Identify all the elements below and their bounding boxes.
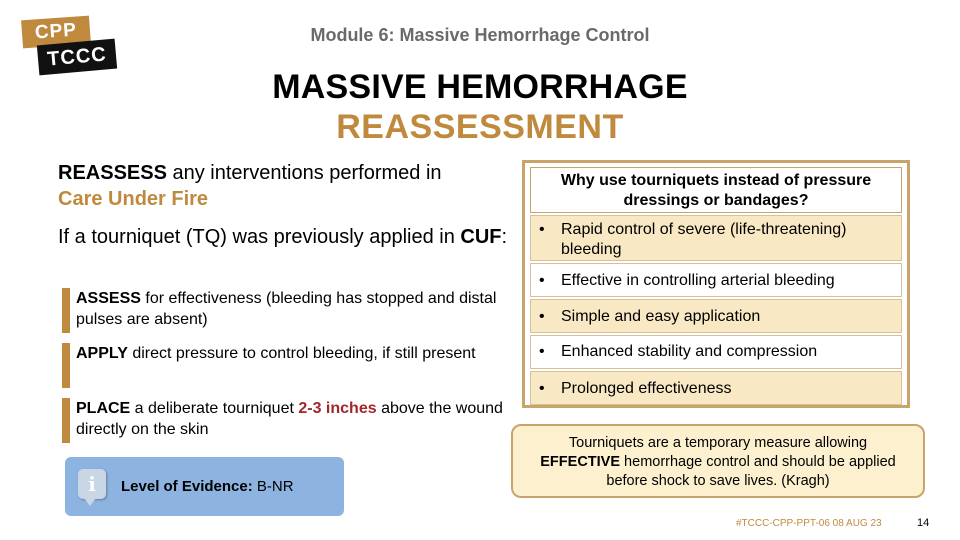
cuf-keyword: CUF <box>460 226 502 248</box>
evidence-label: Level of Evidence: <box>121 478 253 495</box>
callout-line2: hemorrhage control and should be applied <box>620 454 896 470</box>
tourniquet-text: If a tourniquet (TQ) was previously applied in <box>58 226 461 248</box>
evidence-text <box>121 478 294 495</box>
table-row <box>530 215 902 261</box>
care-under-fire-text: Care Under Fire <box>58 188 209 210</box>
slide-subtitle: REASSESSMENT <box>336 108 624 146</box>
table-header: Why use tourniquets instead of pressure dressings or bandages? <box>530 167 902 213</box>
assess-bullet <box>62 288 516 333</box>
evidence-value: B-NR <box>252 478 294 495</box>
bullet-point: • <box>539 343 545 360</box>
callout-effective: EFFECTIVE <box>540 454 621 470</box>
reassess-text: any interventions performed in <box>166 162 442 184</box>
slide-title: MASSIVE HEMORRHAGE <box>272 68 688 106</box>
bullet-point: • <box>539 272 545 289</box>
table-row <box>530 263 902 297</box>
apply-text: direct pressure to control bleeding, if still present <box>127 345 476 362</box>
left-content <box>58 160 508 250</box>
row-text: Prolonged effectiveness <box>561 380 732 397</box>
row-text: Rapid control of severe (life-threatening) bleeding <box>561 221 847 258</box>
table-row <box>530 335 902 369</box>
place-keyword: PLACE <box>76 400 131 417</box>
apply-bullet <box>62 343 516 388</box>
callout-line3: before shock to save lives. (Kragh) <box>606 473 830 489</box>
callout-line1: Tourniquets are a temporary measure allowing <box>568 435 868 451</box>
distance-highlight: 2-3 inches <box>298 400 377 417</box>
table-row <box>530 371 902 405</box>
bullet-point: • <box>539 380 545 397</box>
table-row <box>530 299 902 333</box>
bullet-point: • <box>539 221 545 238</box>
apply-keyword: APPLY <box>76 345 128 362</box>
tourniquet-colon: : <box>501 226 508 248</box>
tourniquet-paragraph <box>58 224 508 250</box>
evidence-box <box>65 457 344 516</box>
row-text: Effective in controlling arterial bleeding <box>561 272 835 289</box>
row-text: Simple and easy application <box>561 308 761 325</box>
place-text: a deliberate tourniquet <box>130 400 299 417</box>
page-number: 14 <box>917 517 930 529</box>
footer-code: #TCCC-CPP-PPT-06 08 AUG 23 <box>736 518 882 529</box>
place-text-end: above the wound directly on the skin <box>76 400 503 438</box>
assess-text: for effectiveness (bleeding has stopped and distal pulses are absent) <box>76 290 497 328</box>
kragh-callout <box>511 424 925 498</box>
logo-tccc-label: TCCC <box>37 39 117 76</box>
module-title: Module 6: Massive Hemorrhage Control <box>310 25 650 45</box>
logo-cpp-label: CPP <box>21 16 91 49</box>
place-bullet <box>62 398 516 443</box>
info-icon: i <box>78 469 106 499</box>
assess-keyword: ASSESS <box>76 290 141 307</box>
bullet-point: • <box>539 308 545 325</box>
tourniquet-reasons-table <box>522 160 910 408</box>
reassess-paragraph <box>58 160 508 212</box>
row-text: Enhanced stability and compression <box>561 343 818 360</box>
reassess-keyword: REASSESS <box>58 162 167 184</box>
